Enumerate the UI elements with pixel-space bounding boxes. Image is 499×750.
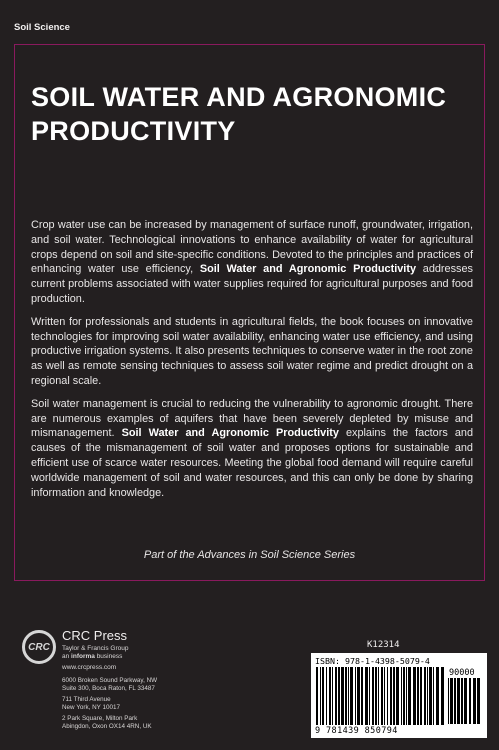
book-title: SOIL WATER AND AGRONOMIC PRODUCTIVITY [31, 82, 447, 146]
ean-number: 9 781439 850794 [315, 726, 398, 736]
description [31, 218, 473, 508]
crc-logo-icon: CRC [22, 630, 56, 664]
product-code: K12314 [367, 640, 400, 650]
paragraph-3: Soil water management is crucial to reducing the vulnerability to agronomic drought. There are numerous examples of aquifers that have been severely depleted by misuse and mismanagement. Soil Water and Agronomic Productivity explains the factors and causes of the mismanagement of soil water and proposes options for sustainable and efficient use of scarce water resources. Meeting the global food demand will require careful worldwide management of soil and water resources, and this can only be done by sharing information and knowledge. [31, 397, 474, 499]
series-note: Part of the Advances in Soil Science Series [143, 549, 356, 561]
publisher-group: Taylor & Francis Group an informa business [62, 645, 129, 660]
paragraph-1: Crop water use can be increased by management of surface runoff, groundwater, irrigation, and soil water. Technological innovations to enhance availability of water for agricultural crops depend on soil and site-specific conditions. Devoted to the principles and practices of enhancing water use efficiency, Soil Water and Agronomic Productivity addresses current problems associated with water supplies required for agricultural purposes and food production. [31, 219, 474, 305]
address-2: 711 Third Avenue New York, NY 10017 [62, 696, 120, 711]
publisher-name: CRC Press [62, 628, 128, 643]
price-code: 90000 [449, 668, 475, 678]
address-3: 2 Park Square, Milton Park Abingdon, Oxon OX14 4RN, UK [62, 715, 152, 730]
barcode [311, 653, 487, 738]
paragraph-2: Written for professionals and students in agricultural fields, the book focuses on innovative technologies for improving soil water availability, enhancing water use efficiency, and using productive irrigation systems. It also presents techniques to conserve water in the root zone as well as remote sensing techniques to assess soil water regime and predict drought on a regional scale. [31, 315, 473, 387]
ean-barcode-icon [316, 667, 444, 725]
category-label: Soil Science [14, 22, 70, 33]
publisher-url[interactable]: www.crcpress.com [62, 664, 117, 671]
address-1: 6000 Broken Sound Parkway, NW Suite 300, Boca Raton, FL 33487 [62, 677, 158, 692]
price-barcode-icon [448, 678, 482, 724]
isbn: ISBN: 978-1-4398-5079-4 [315, 656, 430, 666]
